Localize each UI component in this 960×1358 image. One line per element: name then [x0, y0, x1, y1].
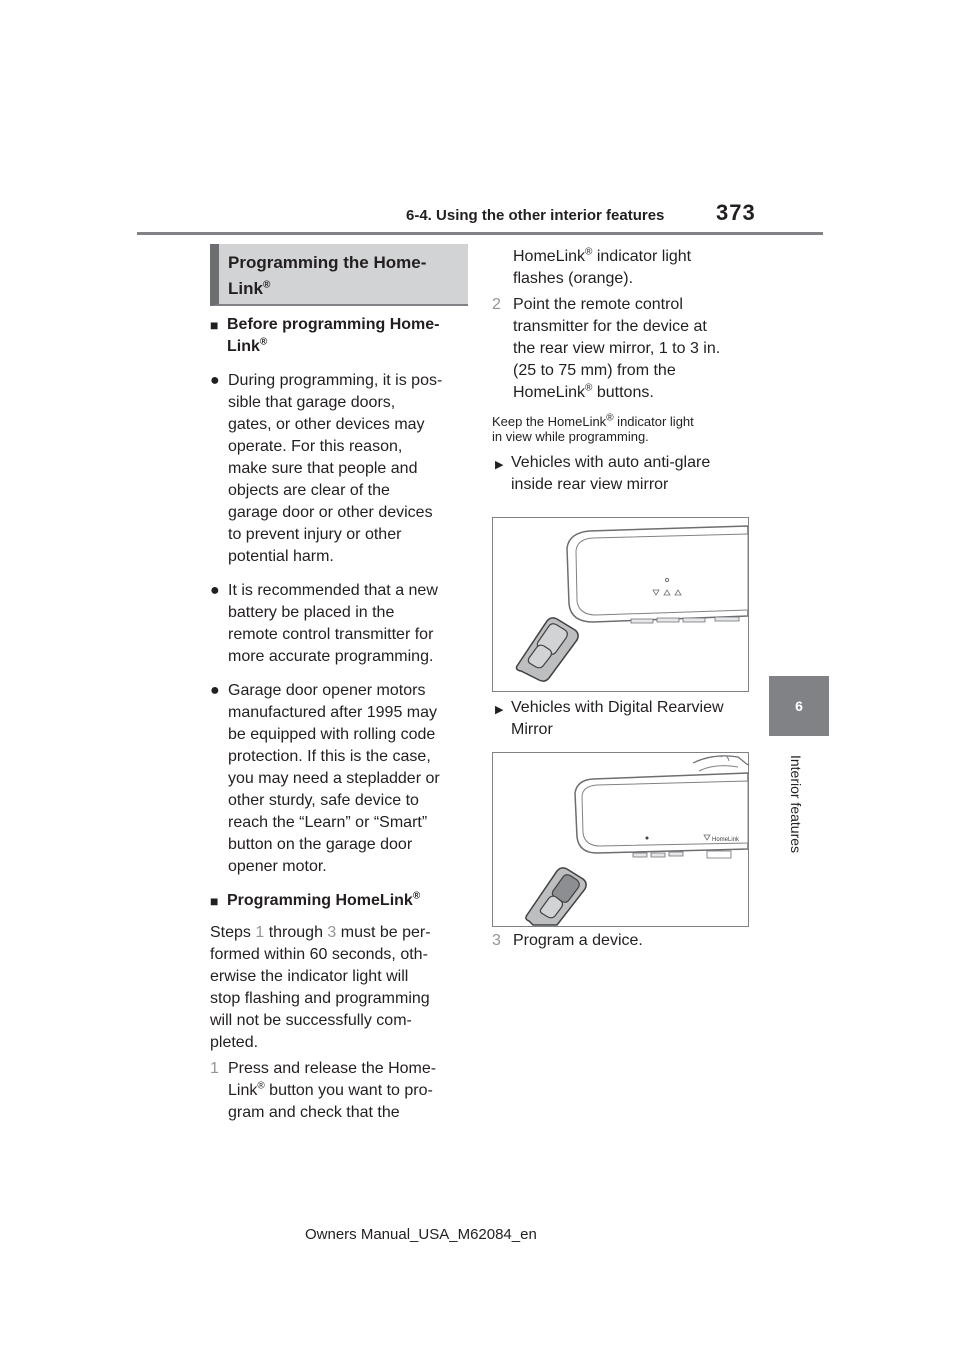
left-column	[210, 314, 468, 1124]
right-column	[492, 246, 754, 496]
chapter-tab-number[interactable]: 6	[769, 676, 829, 736]
figure-digital-rearview-mirror	[492, 752, 749, 927]
bullet-item: ● It is recommended that a new battery be placed in the remote control transmitter for more accurate programming.	[210, 582, 438, 665]
page-number: 373	[716, 200, 756, 225]
step-2: 2 Point the remote control transmitter for the device at the rear view mirror, 1 to 3 in. (25 to 75 mm) from the HomeLink® buttons.	[492, 296, 721, 401]
variant-label-auto-anti-glare: ▶ Vehicles with auto anti-glare inside rear view mirror	[495, 454, 711, 493]
mirror-homelink-logo: HomeLink	[712, 837, 740, 843]
digital-mirror-illustration-icon	[493, 753, 748, 926]
subheading-before-programming: ■ Before programming Home- Link®	[210, 316, 440, 355]
chapter-tab-label: Interior features	[788, 754, 804, 854]
footer-manual-id: Owners Manual_USA_M62084_en	[305, 1226, 537, 1243]
running-header-section: 6-4. Using the other interior features	[406, 207, 665, 224]
bullet-item: ● Garage door opener motors manufactured after 1995 may be equipped with rolling code protection. If this is the case, you may need a stepladder or other sturdy, safe device to reach the “Learn” or “Smart” button on the garage door opener motor.	[210, 682, 440, 875]
header-rule	[137, 232, 823, 235]
section-title: Programming the Home- Link®	[228, 253, 427, 298]
step-1: 1 Press and release the Home- Link® button you want to pro- gram and check that the	[210, 1060, 437, 1121]
intro-paragraph: Steps 1 through 3 must be per- formed within 60 seconds, oth- erwise the indicator light will stop flashing and programming will not be successfully com- pleted.	[210, 924, 431, 1051]
remote-transmitter	[517, 618, 579, 681]
bullet-item: ● During programming, it is pos- sible that garage doors, gates, or other devices may operate. For this reason, make sure that people and objects are clear of the garage door or other devices to prevent injury or other potential harm.	[210, 372, 443, 565]
variant-label-digital-rearview: ▶ Vehicles with Digital Rearview Mirror	[495, 699, 724, 738]
remote-transmitter	[526, 868, 586, 925]
note-text: Keep the HomeLink® indicator light in view while programming.	[492, 412, 694, 444]
section-title-box	[210, 244, 468, 306]
figure-auto-antiglare-mirror	[492, 517, 749, 692]
step-1-continued: HomeLink® indicator light flashes (orange).	[513, 246, 692, 287]
subheading-programming-homelink: ■ Programming HomeLink®	[210, 890, 421, 909]
mirror-illustration-icon	[493, 518, 748, 691]
step-3: 3 Program a device.	[492, 932, 643, 949]
